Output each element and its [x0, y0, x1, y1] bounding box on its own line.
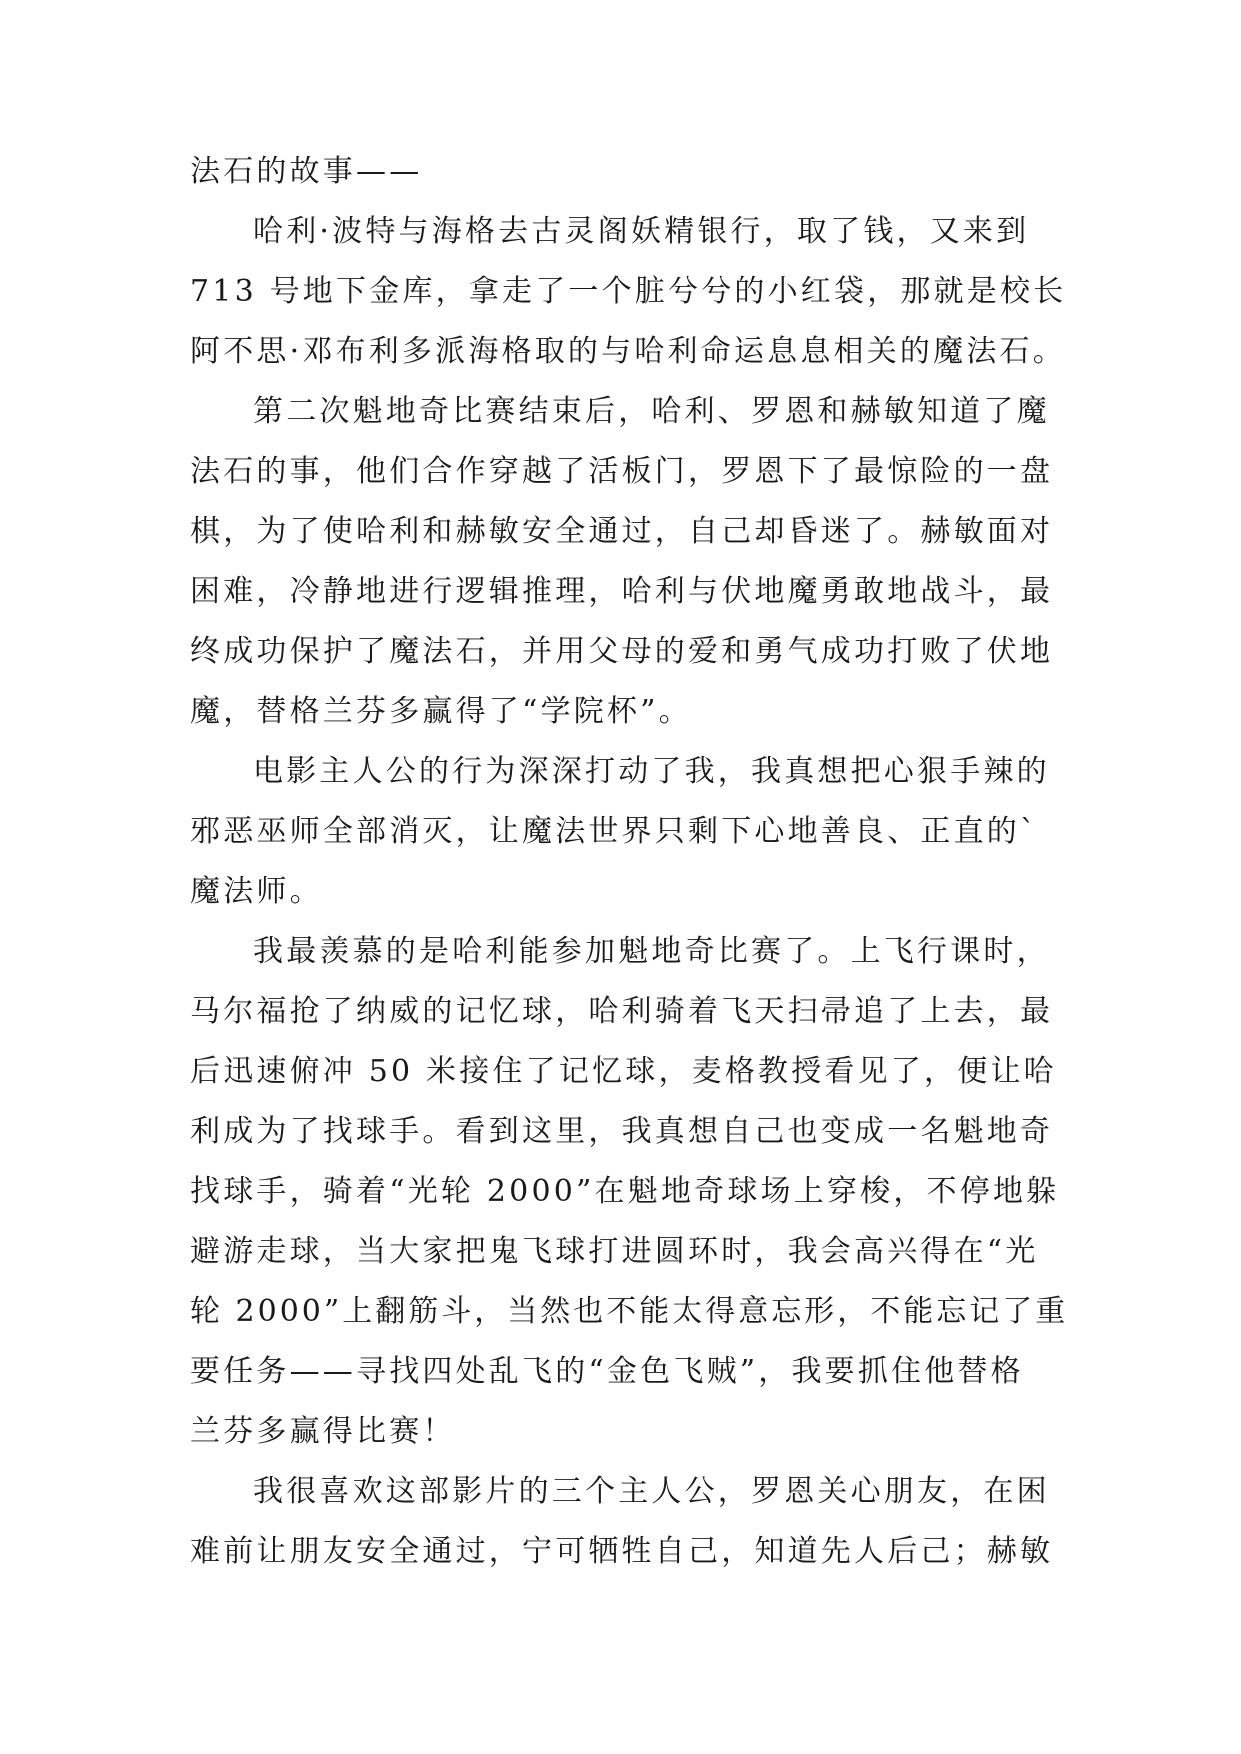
text-line: 终成功保护了魔法石，并用父母的爱和勇气成功打败了伏地 — [190, 634, 1054, 669]
text-line: 棋，为了使哈利和赫敏安全通过，自己却昏迷了。赫敏面对 — [190, 514, 1054, 549]
text-line: 轮 2000”上翻筋斗，当然也不能太得意忘形，不能忘记了重 — [190, 1294, 1069, 1329]
text-line: 困难，冷静地进行逻辑推理，哈利与伏地魔勇敢地战斗，最 — [190, 574, 1054, 609]
text-line: 法石的故事—— — [190, 154, 423, 189]
text-line: 兰芬多赢得比赛！ — [190, 1414, 456, 1449]
text-line: 要任务——寻找四处乱飞的“金色飞贼”，我要抓住他替格 — [190, 1354, 1024, 1389]
text-line: 找球手，骑着“光轮 2000”在魁地奇球场上穿梭，不停地躲 — [190, 1174, 1060, 1209]
paragraph-start-line: 我很喜欢这部影片的三个主人公，罗恩关心朋友，在困 — [253, 1474, 1050, 1509]
text-line: 邪恶巫师全部消灭，让魔法世界只剩下心地善良、正直的` — [190, 814, 1039, 849]
text-line: 利成为了找球手。看到这里，我真想自己也变成一名魁地奇 — [190, 1114, 1054, 1149]
text-line: 法石的事，他们合作穿越了活板门，罗恩下了最惊险的一盘 — [190, 454, 1054, 489]
text-line: 魔，替格兰芬多赢得了“学院杯”。 — [190, 694, 692, 729]
text-line: 713 号地下金库，拿走了一个脏兮兮的小红袋，那就是校长 — [190, 274, 1067, 309]
paragraph-start-line: 哈利·波特与海格去古灵阁妖精银行，取了钱，又来到 — [253, 214, 1030, 249]
paragraph-start-line: 我最羡慕的是哈利能参加魁地奇比赛了。上飞行课时， — [253, 934, 1050, 969]
paragraph-start-line: 电影主人公的行为深深打动了我，我真想把心狠手辣的 — [253, 754, 1050, 789]
text-line: 难前让朋友安全通过，宁可牺牲自己，知道先人后己；赫敏 — [190, 1534, 1054, 1569]
text-line: 阿不思·邓布利多派海格取的与哈利命运息息相关的魔法石。 — [190, 334, 1066, 369]
paragraph-start-line: 第二次魁地奇比赛结束后，哈利、罗恩和赫敏知道了魔 — [253, 394, 1050, 429]
text-line: 避游走球，当大家把鬼飞球打进圆环时，我会高兴得在“光 — [190, 1234, 1039, 1269]
text-line: 马尔福抢了纳威的记忆球，哈利骑着飞天扫帚追了上去，最 — [190, 994, 1054, 1029]
text-line: 后迅速俯冲 50 米接住了记忆球，麦格教授看见了，便让哈 — [190, 1054, 1057, 1089]
text-line: 魔法师。 — [190, 874, 323, 909]
